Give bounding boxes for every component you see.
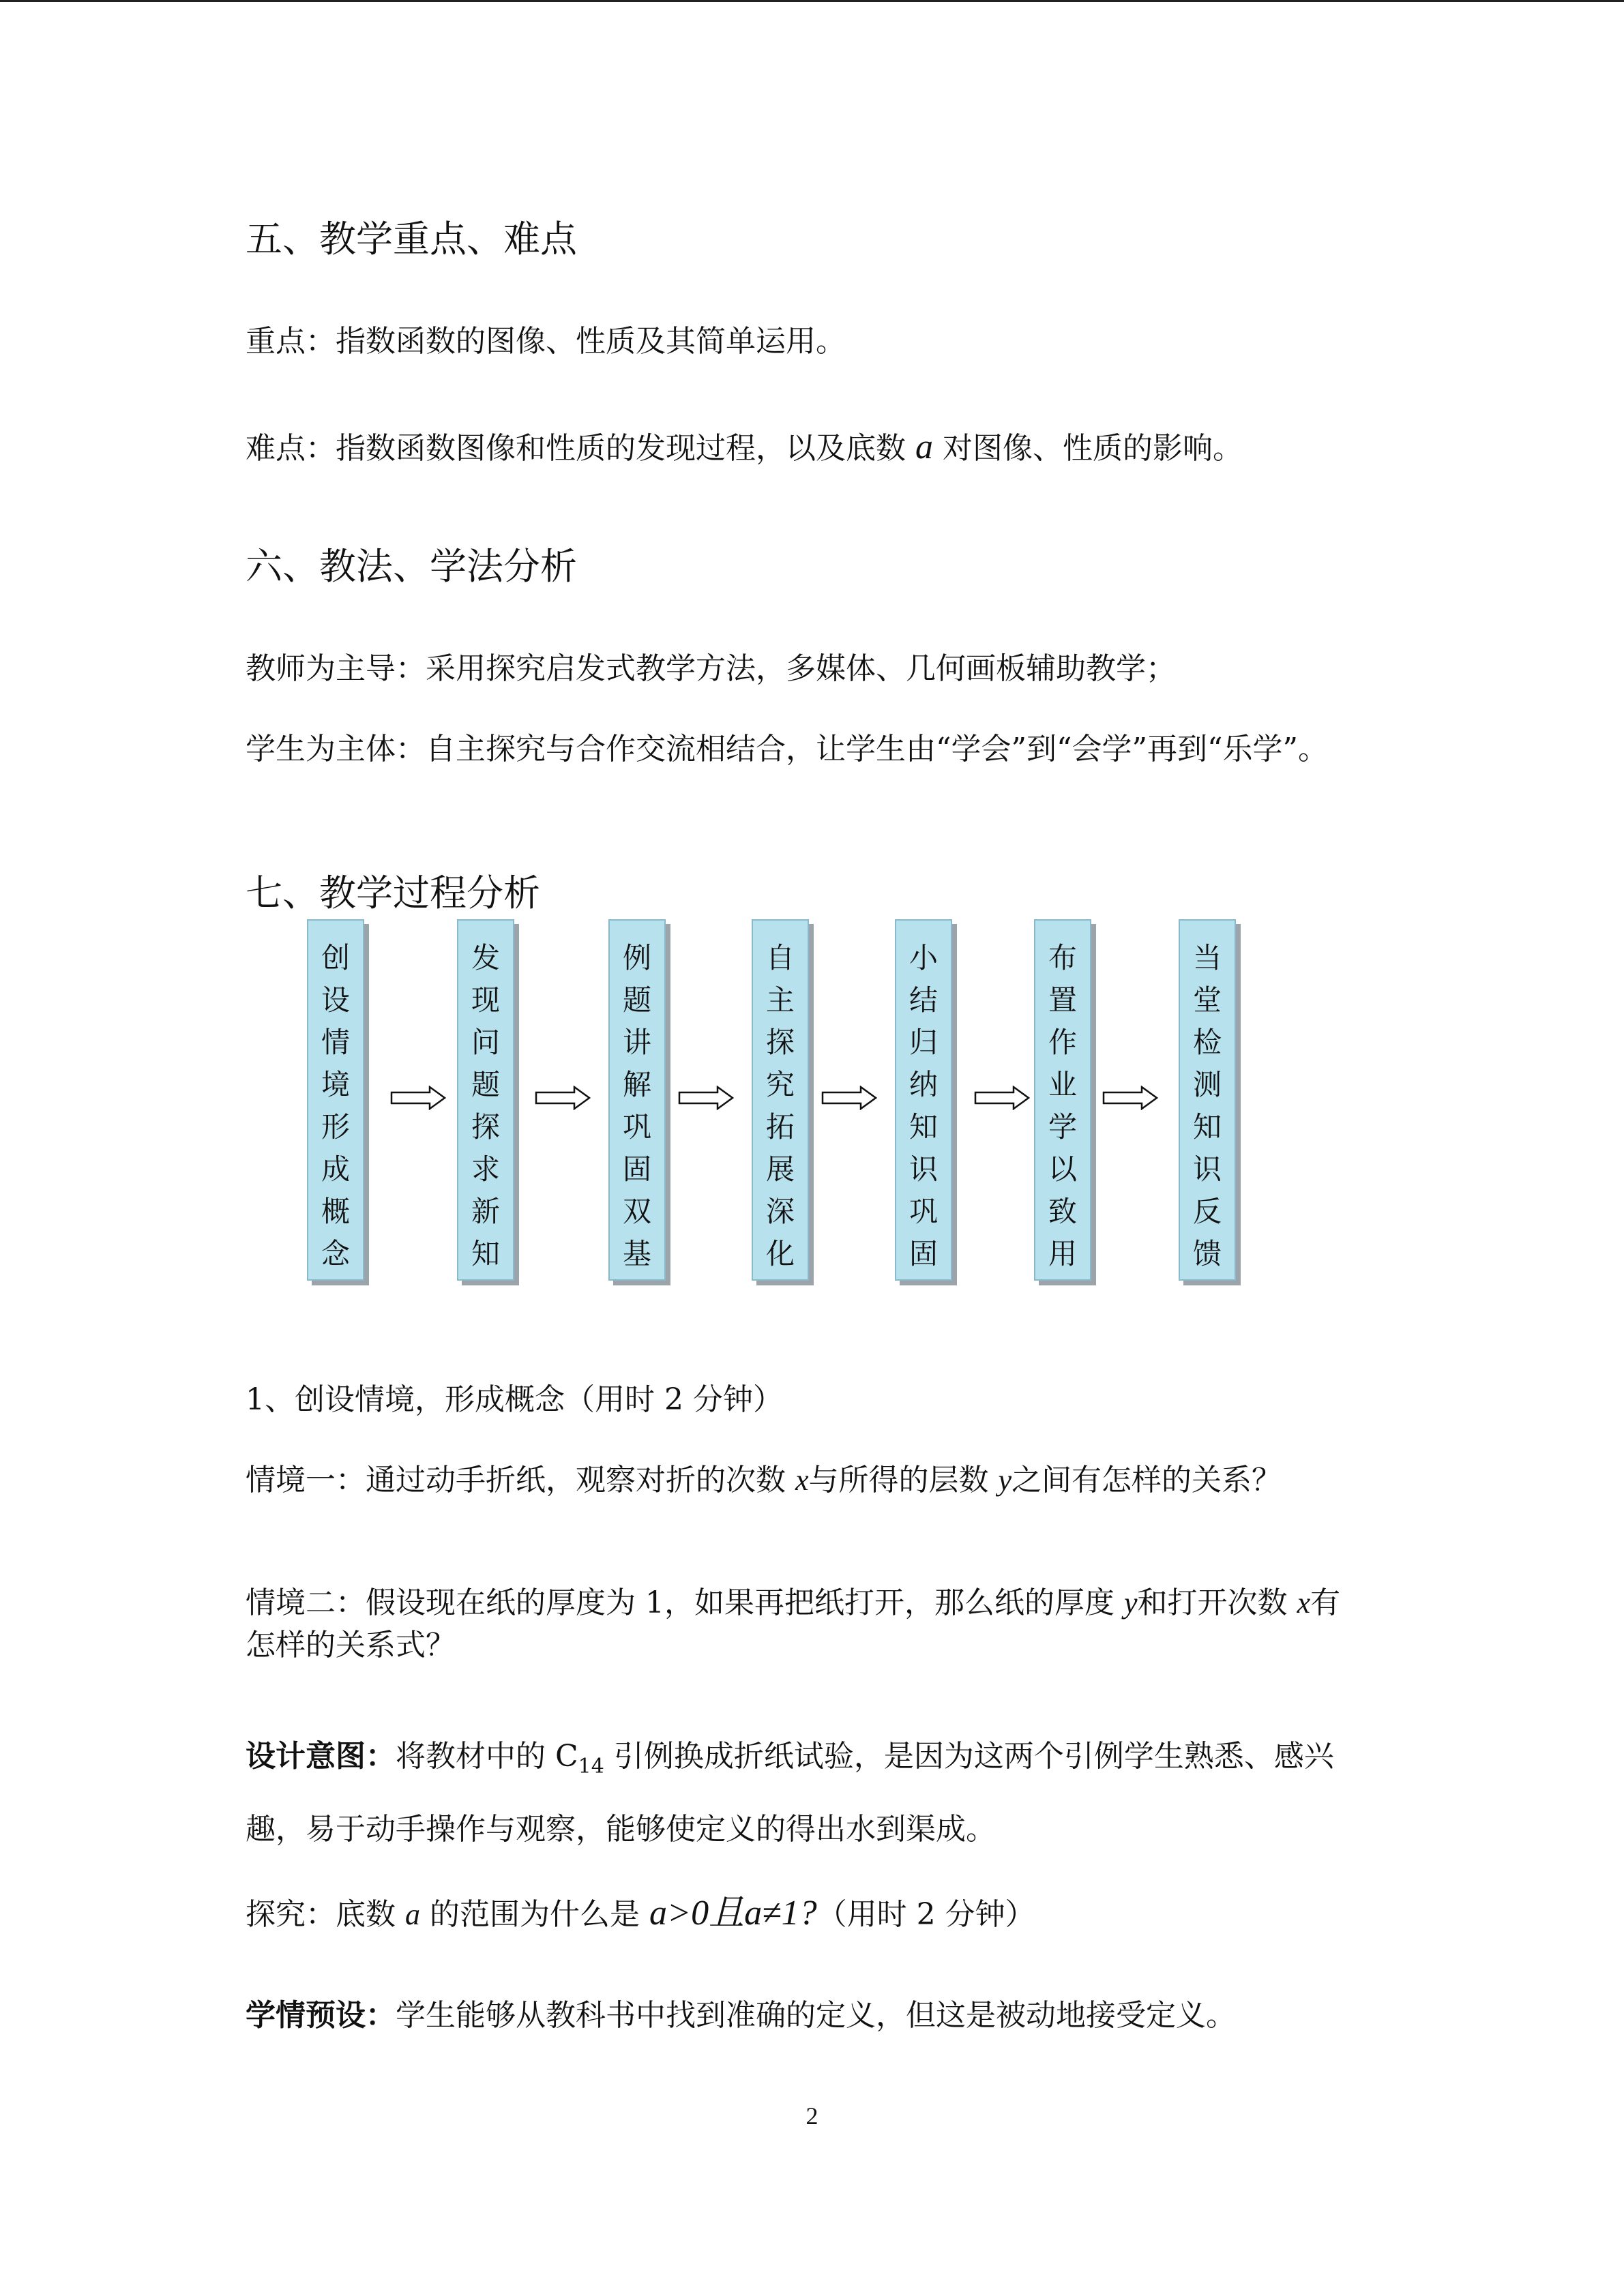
flow-char: 知 (1192, 1110, 1222, 1144)
flow-char: 化 (765, 1237, 795, 1270)
flow-char: 现 (471, 983, 500, 1017)
explore-var-a: a (405, 1898, 420, 1931)
flow-char: 作 (1048, 1026, 1077, 1059)
flow-char: 概 (321, 1195, 350, 1228)
key-point-label: 重点： (246, 324, 336, 359)
explore-paragraph (246, 1892, 1378, 1936)
flow-char: 检 (1192, 1026, 1222, 1059)
flow-char: 发 (471, 941, 500, 974)
situation-two-var-y: y (1123, 1586, 1138, 1620)
flow-char: 归 (909, 1026, 938, 1059)
flow-char: 例 (622, 941, 651, 974)
flow-step-2 (457, 919, 514, 1281)
flow-char: 固 (622, 1152, 651, 1186)
design-intent-text-1: 将教材中的 C (396, 1739, 578, 1774)
flow-char: 题 (471, 1068, 500, 1101)
flow-char: 以 (1048, 1152, 1077, 1186)
flow-char: 拓 (765, 1110, 795, 1144)
arrow-right-icon (1102, 1086, 1158, 1110)
flow-char: 展 (765, 1152, 795, 1186)
situation-one-text-b: 与所得的层数 (808, 1463, 999, 1497)
difficulty-text-1: 指数函数图像和性质的发现过程，以及底数 (336, 431, 906, 466)
flow-step-7 (1179, 919, 1236, 1281)
flow-char: 创 (321, 941, 350, 974)
arrow-right-icon (821, 1086, 877, 1110)
flow-char: 学 (1048, 1110, 1077, 1144)
flow-char: 题 (622, 983, 651, 1017)
flow-step-4 (752, 919, 809, 1281)
situation-two-paragraph (246, 1582, 1350, 1667)
explore-text-c: （用时 2 分钟） (816, 1897, 1035, 1932)
flow-char: 当 (1192, 941, 1222, 974)
situation-two-text-a: 情境二：假设现在纸的厚度为 1，如果再把纸打开，那么纸的厚度 (246, 1585, 1124, 1620)
arrow-right-icon (535, 1086, 591, 1110)
flow-char: 求 (471, 1152, 500, 1186)
flow-char: 测 (1192, 1068, 1222, 1101)
situation-one-text-c: 之间有怎样的关系？ (1012, 1463, 1282, 1497)
flow-char: 堂 (1192, 983, 1222, 1017)
step1-title: 1、创设情境，形成概念（用时 2 分钟） (246, 1382, 783, 1417)
difficulty-paragraph (246, 426, 1378, 470)
flow-char: 巩 (622, 1110, 651, 1144)
design-intent-text-2: 引例换成折纸试验，是因为这两个引例学生熟悉、感兴趣，易于动手操作与观察，能够使定义的得出水到渠成。 (246, 1739, 1334, 1847)
situation-two-var-x: x (1297, 1586, 1311, 1620)
flow-char: 致 (1048, 1195, 1077, 1228)
situation-one-var-y: y (998, 1463, 1012, 1497)
design-intent-label: 设计意图： (246, 1739, 396, 1774)
flow-step-5 (895, 919, 952, 1281)
flow-char: 探 (471, 1110, 500, 1144)
flow-step-6 (1034, 919, 1091, 1281)
flow-char: 小 (909, 941, 938, 974)
student-preset-paragraph (246, 1995, 1378, 2037)
flow-char: 固 (909, 1237, 938, 1270)
arrow-right-icon (974, 1086, 1030, 1110)
explore-condition: a>0且a≠1? (649, 1894, 817, 1933)
situation-two-text-c: 有怎样的关系式？ (246, 1585, 1341, 1663)
flow-step-3 (608, 919, 666, 1281)
flow-char: 巩 (909, 1195, 938, 1228)
flow-char: 境 (321, 1068, 350, 1101)
arrow-right-icon (678, 1086, 734, 1110)
flow-char: 馈 (1192, 1237, 1222, 1270)
flow-char: 布 (1048, 941, 1077, 974)
flow-char: 解 (622, 1068, 651, 1101)
flow-char: 新 (471, 1195, 500, 1228)
key-point-paragraph (246, 320, 1378, 363)
situation-one-var-x: x (795, 1463, 809, 1497)
flow-char: 结 (909, 983, 938, 1017)
flow-char: 探 (765, 1026, 795, 1059)
flow-char: 讲 (622, 1026, 651, 1059)
explore-text-b: 的范围为什么是 (420, 1897, 649, 1932)
flow-char: 业 (1048, 1068, 1077, 1101)
situation-two-text-b: 和打开次数 (1137, 1585, 1297, 1620)
flow-char: 深 (765, 1195, 795, 1228)
situation-one-text-a: 情境一：通过动手折纸，观察对折的次数 (246, 1463, 795, 1497)
flow-char: 主 (765, 983, 795, 1017)
flow-char: 问 (471, 1026, 500, 1059)
section-7-heading: 七、教学过程分析 (246, 871, 540, 914)
difficulty-text-2: 对图像、性质的影响。 (943, 431, 1243, 466)
flow-char: 纳 (909, 1068, 938, 1101)
arrow-right-icon (390, 1086, 446, 1110)
explore-text-a: 探究：底数 (246, 1897, 405, 1932)
design-intent-subscript: 14 (578, 1755, 604, 1778)
flow-char: 反 (1192, 1195, 1222, 1228)
flow-char: 形 (321, 1110, 350, 1144)
flow-char: 成 (321, 1152, 350, 1186)
key-point-text: 指数函数的图像、性质及其简单运用。 (336, 324, 846, 359)
section-5-heading: 五、教学重点、难点 (246, 218, 577, 260)
flow-char: 双 (622, 1195, 651, 1228)
flow-char: 用 (1048, 1237, 1077, 1270)
flow-char: 自 (765, 941, 795, 974)
flow-char: 识 (1192, 1152, 1222, 1186)
flow-char: 念 (321, 1237, 350, 1270)
section-6-heading: 六、教法、学法分析 (246, 545, 577, 588)
flow-char: 置 (1048, 983, 1077, 1017)
difficulty-label: 难点： (246, 431, 336, 466)
flow-char: 设 (321, 983, 350, 1017)
difficulty-variable: a (915, 428, 933, 466)
flow-char: 知 (471, 1237, 500, 1270)
flow-char: 识 (909, 1152, 938, 1186)
flow-char: 知 (909, 1110, 938, 1144)
flow-char: 究 (765, 1068, 795, 1101)
page-top-border (0, 0, 1624, 2)
student-method-paragraph: 学生为主体：自主探究与合作交流相结合，让学生由“学会”到“会学”再到“乐学”。 (246, 732, 1328, 766)
student-preset-label: 学情预设： (246, 1998, 396, 2033)
teaching-process-flowchart (300, 919, 1255, 1287)
student-preset-text: 学生能够从教科书中找到准确的定义，但这是被动地接受定义。 (396, 1998, 1236, 2033)
flow-char: 情 (321, 1026, 350, 1059)
teacher-method-paragraph: 教师为主导：采用探究启发式教学方法，多媒体、几何画板辅助教学； (246, 651, 1176, 686)
situation-one-paragraph (246, 1459, 1350, 1502)
flow-step-1 (307, 919, 364, 1281)
page-number: 2 (806, 2102, 818, 2130)
flow-char: 基 (622, 1237, 651, 1270)
design-intent-paragraph (246, 1725, 1364, 1861)
